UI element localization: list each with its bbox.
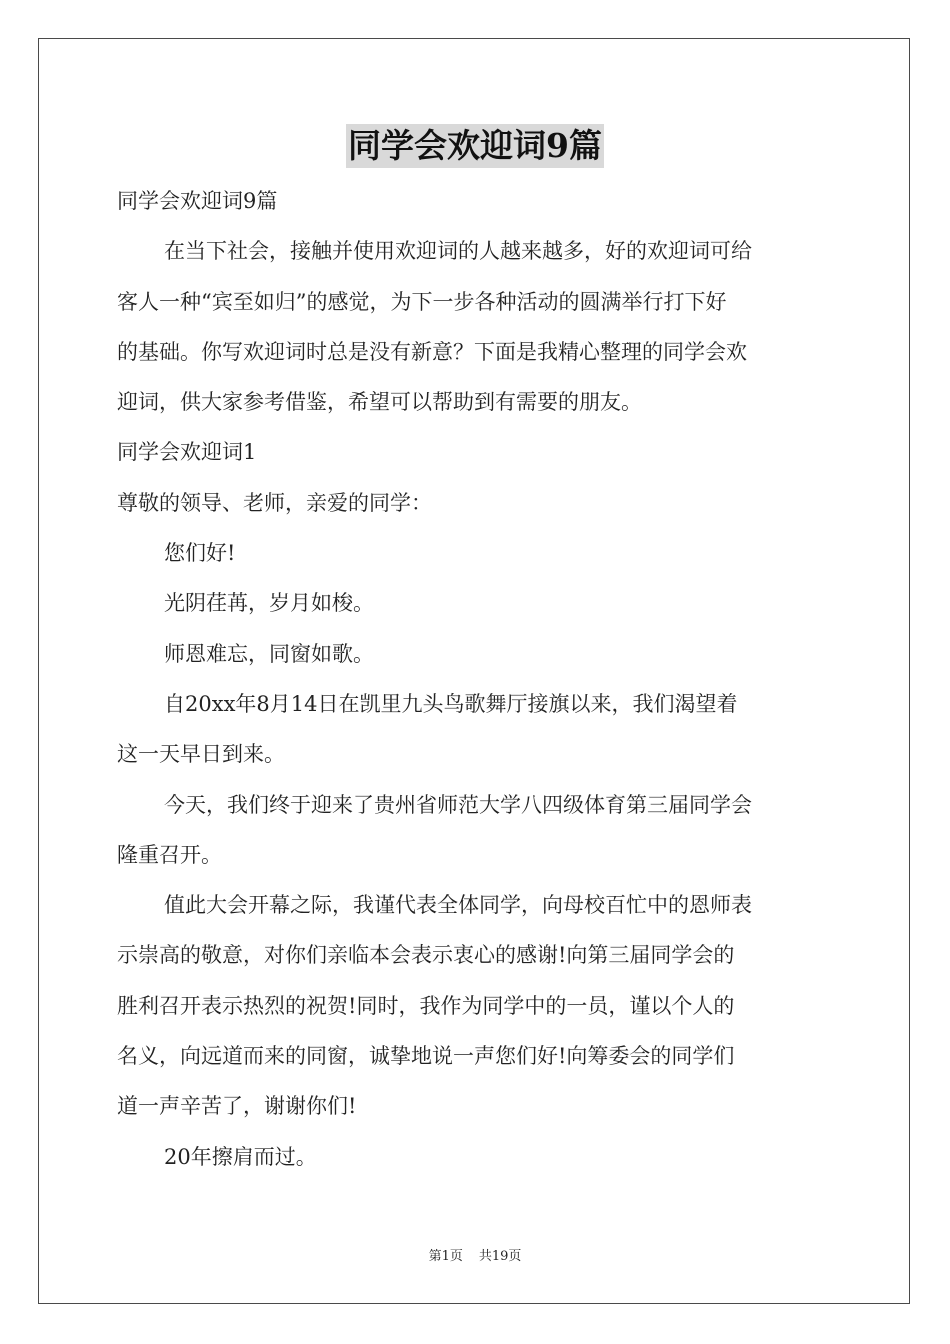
text-line: 20年擦肩而过。 <box>164 1144 317 1169</box>
text-line: 隆重召开。 <box>117 842 222 867</box>
page-number: 第1页 <box>428 1249 463 1264</box>
text-line: 示崇高的敬意，对你们亲临本会表示衷心的感谢!向第三届同学会的 <box>117 943 735 968</box>
text-line: 您们好! <box>164 541 236 566</box>
text-line: 同学会欢迎词9篇 <box>117 189 278 213</box>
page-total: 共19页 <box>478 1249 522 1264</box>
text-line: 尊敬的领导、老师，亲爱的同学： <box>117 490 432 515</box>
text-line: 名义，向远道而来的同窗，诚挚地说一声您们好!向筹委会的同学们 <box>117 1044 735 1069</box>
page-footer <box>0 1245 950 1264</box>
document-title-wrapper <box>0 124 950 168</box>
text-line: 的基础。你写欢迎词时总是没有新意？下面是我精心整理的同学会欢 <box>117 339 747 364</box>
text-line: 胜利召开表示热烈的祝贺!同时，我作为同学中的一员，谨以个人的 <box>117 993 735 1018</box>
text-line: 在当下社会，接触并使用欢迎词的人越来越多，好的欢迎词可给 <box>164 239 752 264</box>
text-line: 迎词，供大家参考借鉴，希望可以帮助到有需要的朋友。 <box>117 390 642 415</box>
text-line: 师恩难忘，同窗如歌。 <box>164 641 374 666</box>
document-title: 同学会欢迎词9篇 <box>346 124 604 168</box>
text-line: 光阴荏苒，岁月如梭。 <box>164 591 374 616</box>
document-body <box>117 176 833 1182</box>
text-line: 值此大会开幕之际，我谨代表全体同学，向母校百忙中的恩师表 <box>164 893 752 918</box>
text-line: 这一天早日到来。 <box>117 742 285 767</box>
text-line: 同学会欢迎词1 <box>117 440 257 465</box>
text-line: 今天，我们终于迎来了贵州省师范大学八四级体育第三届同学会 <box>164 792 752 817</box>
text-line: 道一声辛苦了，谢谢你们! <box>117 1094 357 1119</box>
text-line: 自20xx年8月14日在凯里九头鸟歌舞厅接旗以来，我们渴望着 <box>164 691 738 716</box>
text-line: 客人一种“宾至如归”的感觉，为下一步各种活动的圆满举行打下好 <box>117 289 727 314</box>
